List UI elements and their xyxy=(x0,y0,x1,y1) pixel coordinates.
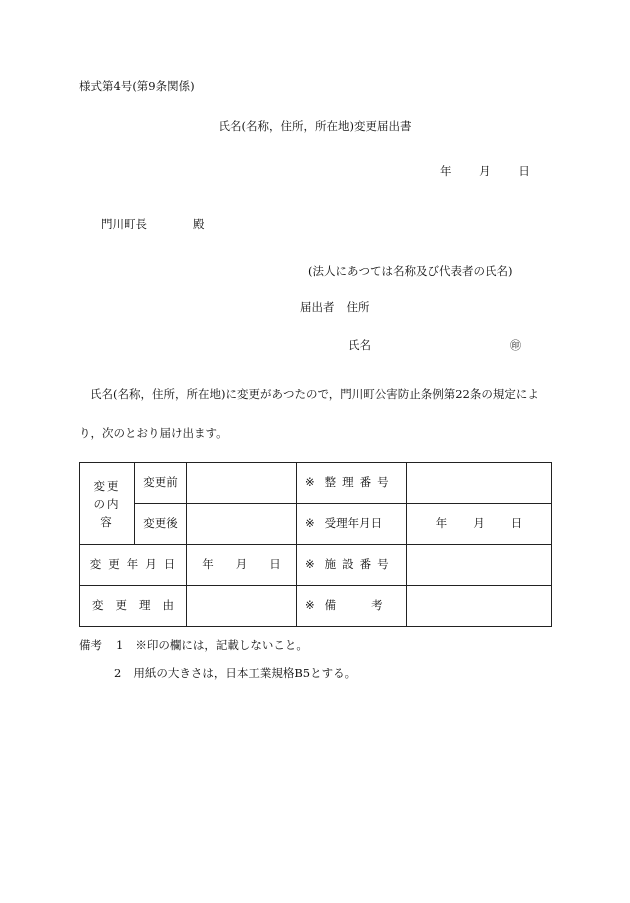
body-text-line-2: り，次のとおり届け出ます。 xyxy=(79,426,228,440)
note-text: ※印の欄には，記載しないこと。 xyxy=(135,638,308,652)
addressee-name: 門川町長 xyxy=(101,217,147,231)
remarks-field[interactable] xyxy=(407,586,552,627)
applicant-name-label: 氏名 xyxy=(348,338,371,352)
seal-mark: ㊞ xyxy=(510,339,521,352)
address-label: 住所 xyxy=(346,300,370,314)
remarks-label: ※ 備 考 xyxy=(297,586,407,627)
change-form-table xyxy=(79,462,552,627)
after-value-field[interactable] xyxy=(187,504,297,545)
note-text: 用紙の大きさは，日本工業規格B5とする。 xyxy=(133,666,357,680)
table-row xyxy=(80,504,552,545)
body-text-line-1: 氏名(名称，住所，所在地)に変更があつたので，門川町公害防止条例第22条の規定によ xyxy=(90,387,539,401)
date-year-label: 年 xyxy=(440,164,452,178)
received-date-field[interactable]: 年 月 日 xyxy=(407,504,552,545)
change-date-field[interactable]: 年 月 日 xyxy=(187,545,297,586)
received-date-label: ※ 受理年月日 xyxy=(297,504,407,545)
corporate-note: (法人にあつては名称及び代表者の氏名) xyxy=(308,264,513,278)
note-1 xyxy=(79,640,308,652)
change-content-label: 変更の内 容 xyxy=(80,463,135,545)
addressee-honorific: 殿 xyxy=(193,217,205,231)
applicant-label: 届出者 xyxy=(300,300,335,314)
table-row xyxy=(80,545,552,586)
table-row xyxy=(80,586,552,627)
note-number: 2 xyxy=(114,666,122,680)
addressee xyxy=(101,219,205,231)
before-value-field[interactable] xyxy=(187,463,297,504)
after-label: 変更後 xyxy=(135,504,187,545)
submission-date xyxy=(440,166,530,178)
form-number: 様式第4号(第9条関係) xyxy=(79,79,195,93)
ref-number-label: ※ 整理番号 xyxy=(297,463,407,504)
change-reason-field[interactable] xyxy=(187,586,297,627)
note-number: 1 xyxy=(116,638,124,652)
before-label: 変更前 xyxy=(135,463,187,504)
ref-number-field[interactable] xyxy=(407,463,552,504)
facility-number-field[interactable] xyxy=(407,545,552,586)
date-day-label: 日 xyxy=(518,164,530,178)
change-reason-label: 変更理由 xyxy=(80,586,187,627)
date-month-label: 月 xyxy=(479,164,491,178)
document-title: 氏名(名称，住所，所在地)変更届出書 xyxy=(218,119,412,133)
facility-number-label: ※ 施設番号 xyxy=(297,545,407,586)
change-date-label: 変更年月日 xyxy=(80,545,187,586)
table-row xyxy=(80,463,552,504)
notes-heading: 備考 xyxy=(79,638,102,652)
applicant-address xyxy=(300,302,370,314)
note-2 xyxy=(114,668,356,680)
